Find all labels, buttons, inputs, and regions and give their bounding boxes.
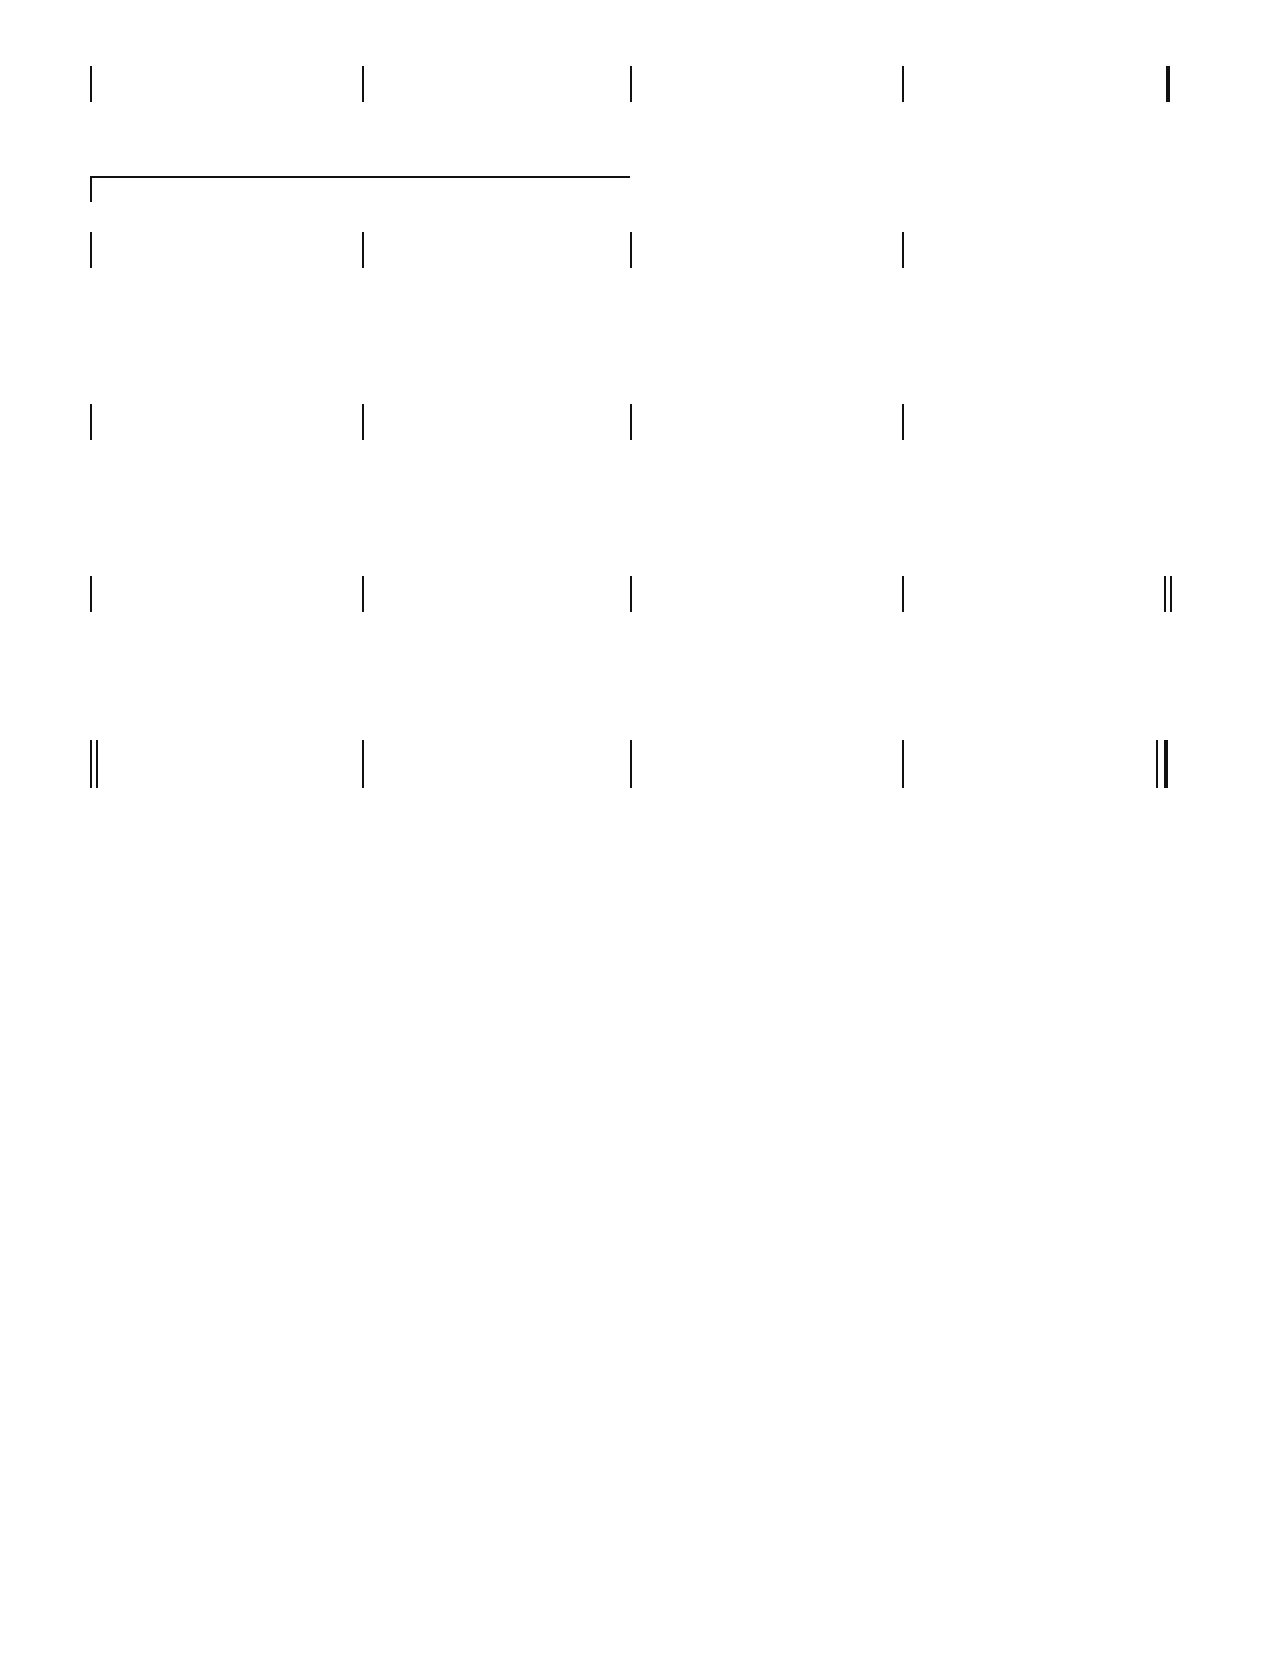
barline (362, 232, 364, 268)
chord-grids-row-2 (90, 1096, 1090, 1176)
barline (1164, 576, 1166, 612)
barline (90, 404, 92, 440)
barline (90, 232, 92, 268)
volta-bracket-left (90, 176, 92, 202)
volta-bracket (90, 176, 630, 178)
barline (902, 232, 904, 268)
barline (1170, 576, 1172, 612)
repeat-barline (1166, 66, 1170, 102)
barline (902, 576, 904, 612)
barline (1156, 740, 1158, 788)
barline (90, 576, 92, 612)
barline (902, 404, 904, 440)
barline (630, 232, 632, 268)
chord-grids-row-1 (90, 944, 1180, 1044)
barline (902, 66, 904, 102)
barline (630, 66, 632, 102)
barline (362, 404, 364, 440)
barline (90, 740, 92, 788)
barline (630, 404, 632, 440)
barline (96, 740, 98, 788)
final-barline (1164, 740, 1168, 788)
scale-fretboard (336, 1330, 906, 1530)
barline (362, 66, 364, 102)
barline (902, 740, 904, 788)
barline (362, 576, 364, 612)
barline (90, 66, 92, 102)
barline (630, 576, 632, 612)
barline (362, 740, 364, 788)
barline (630, 740, 632, 788)
